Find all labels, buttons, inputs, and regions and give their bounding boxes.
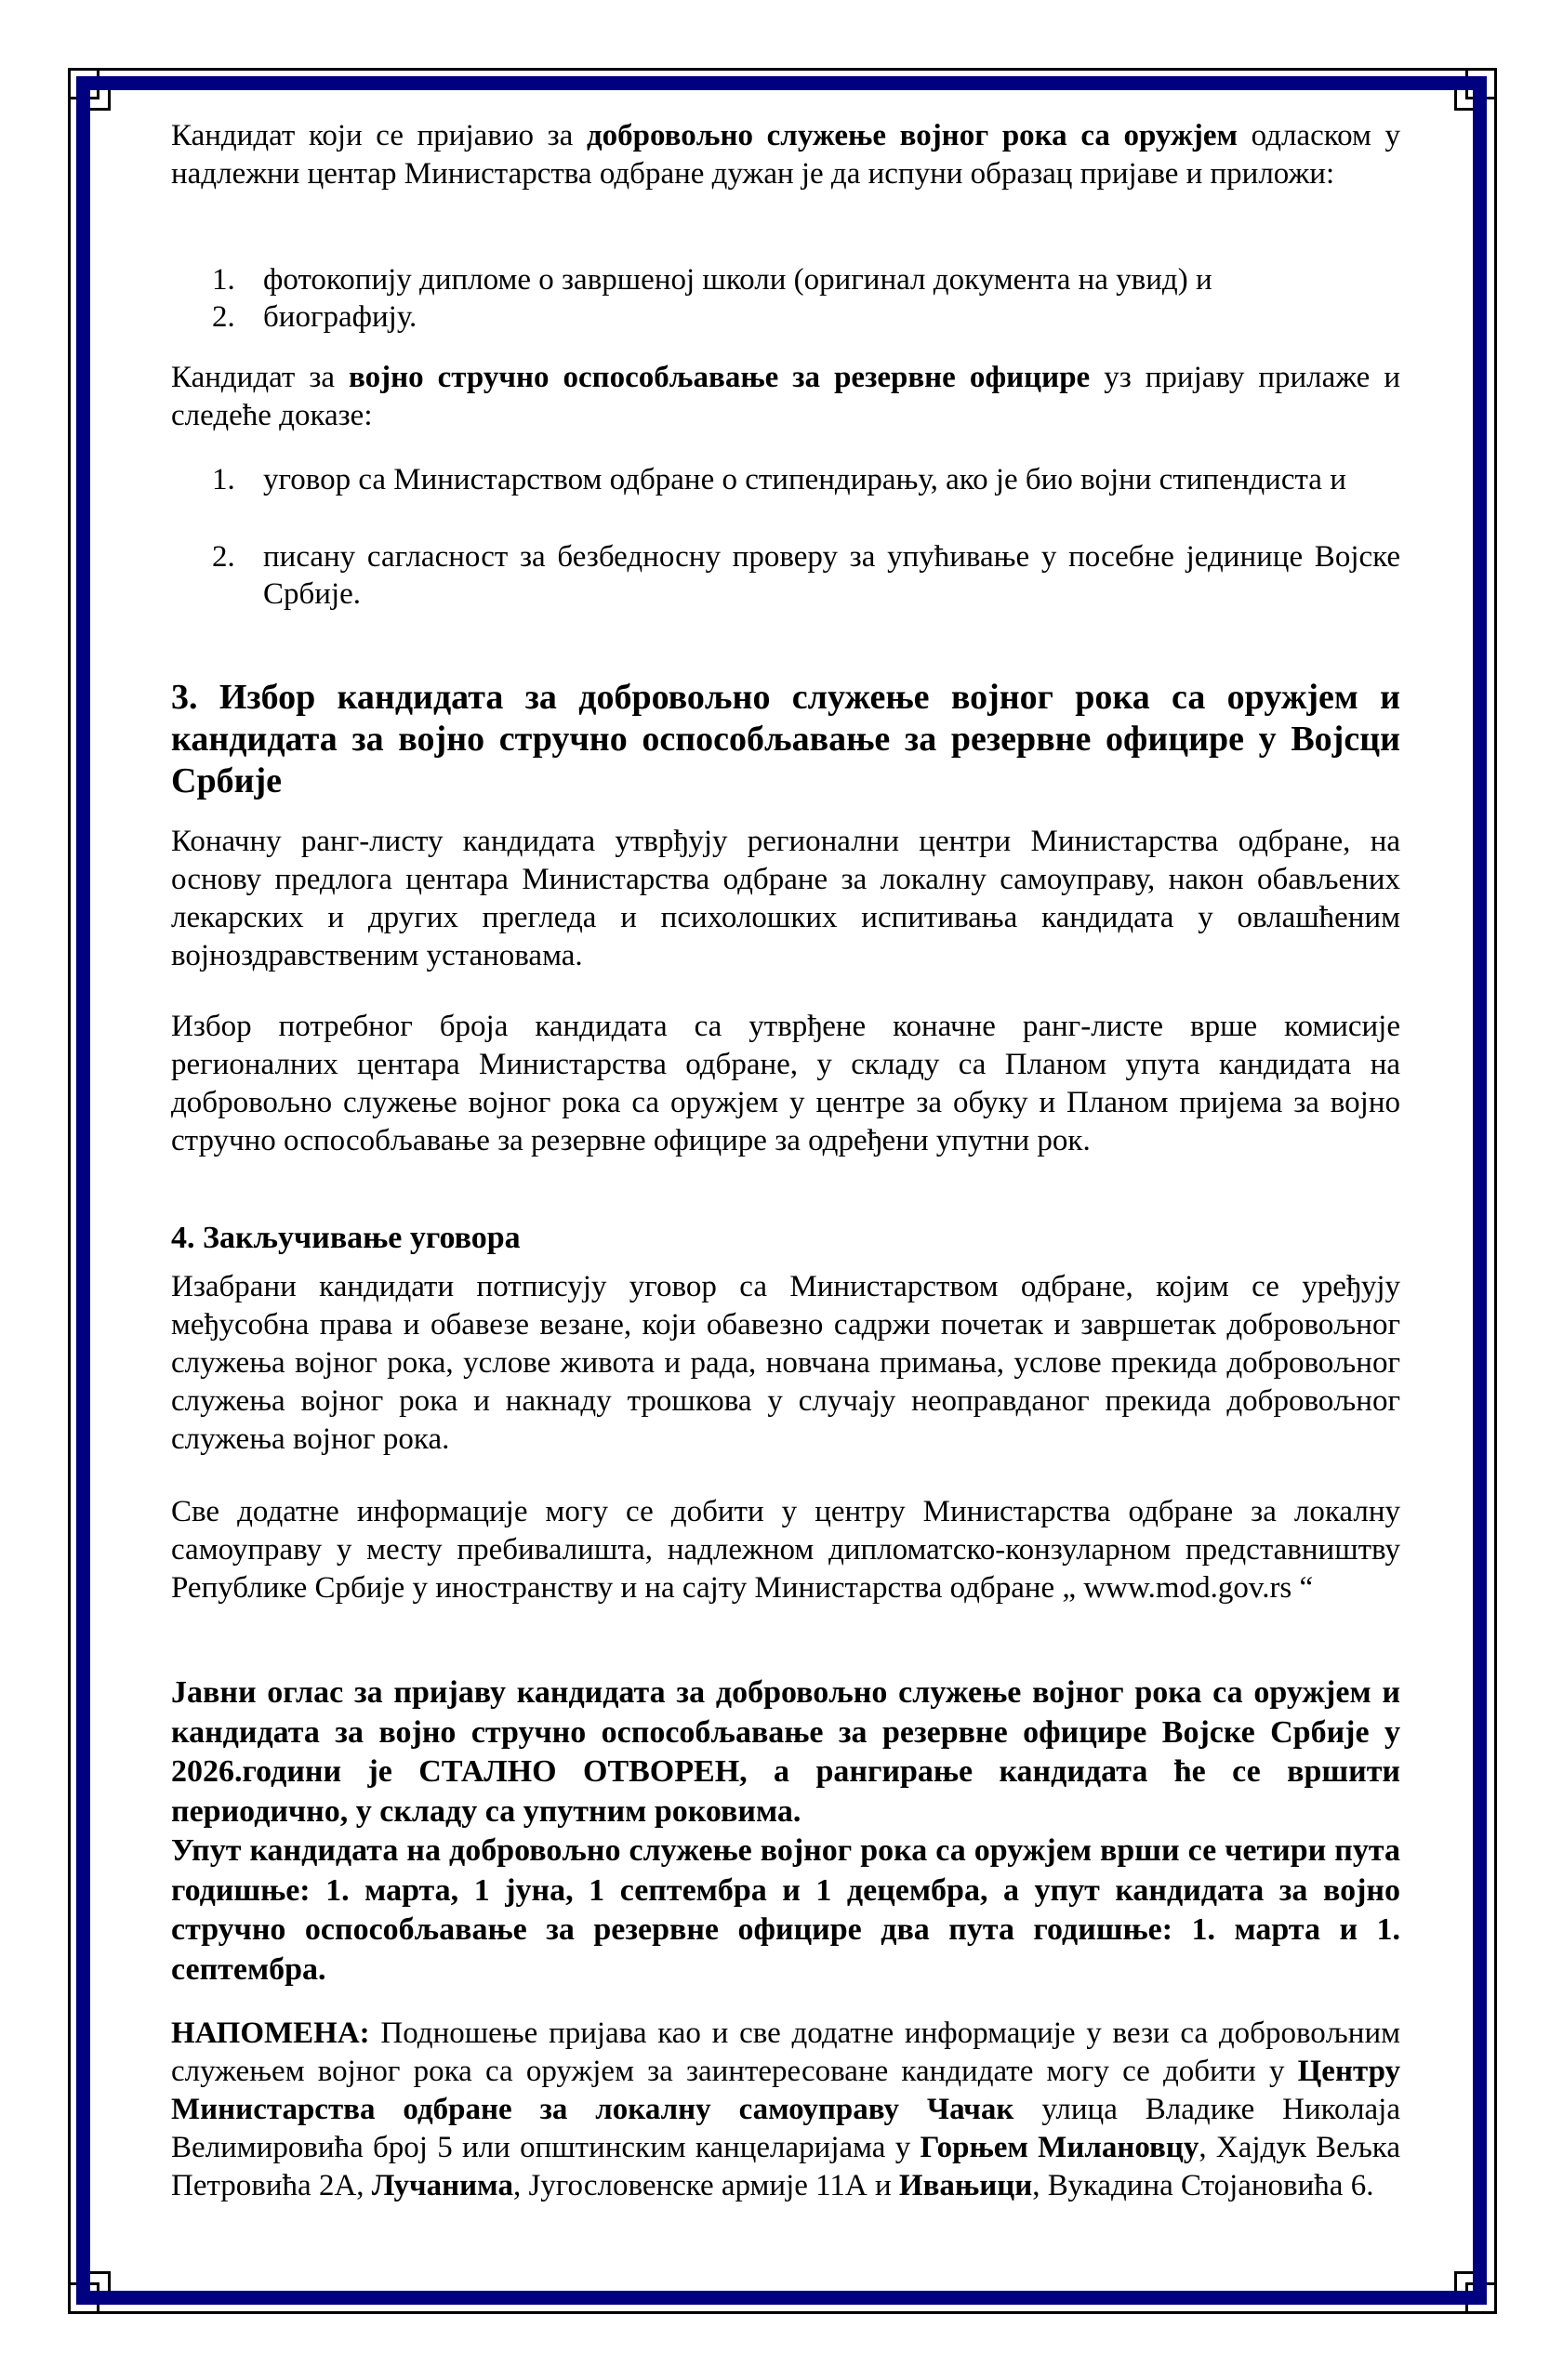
text: Кандидат који се пријавио за [171, 119, 587, 152]
section-3-paragraph-ranking: Коначну ранг-листу кандидата утврђују регионални центри Министарства одбране, на основу предлога центара Министарства одбране за локалну самоуправу, након обављених лекарских и других прегледа и психолошких испитивања кандидата у овлашћеним војноздравственим установама. [171, 825, 1400, 972]
navy-corner-fill-tl-h [76, 76, 113, 90]
website-link[interactable]: „ www.mod.gov.rs “ [1062, 1571, 1314, 1605]
navy-corner-fill-bl-h [76, 2291, 113, 2305]
list-text: уговор са Министарством одбране о стипендирању, ако је био војни стипендиста и [263, 463, 1346, 496]
list-number: 2. [212, 300, 235, 334]
list-number: 2. [212, 540, 235, 574]
text: Све додатне информације могу се добити у центру Министарства одбране за локалну самоуправу у месту пребивалишта, надлежном дипломатско-конзуларном представништву Републике Србије у иностранству и на сајту Министарства одбране [171, 1495, 1400, 1605]
text: улица Владике Николаја Велимировића број 5 или општинским канцеларијама у [171, 2093, 1401, 2164]
bold-text-reserve-officers: војно стручно оспособљавање за резервне официре [349, 361, 1091, 394]
note-label: НАПОМЕНА: [171, 2016, 370, 2050]
section-4-paragraph-information [171, 1493, 1400, 1607]
section-4-paragraph-contract: Изабрани кандидати потписују уговор са Министарством одбране, којим се уређују међусобна права и обавезе везане, који обавезно садржи почетак и завршетак добровољног служења војног рока, услове живота и рада, новчана примања, услове прекида добровољног служења војног рока и накнаду трошкова у случају неоправданог прекида добровољног служења војног рока. [171, 1270, 1400, 1456]
bold-text-voluntary-service: добровољно служење војног рока са оружјем [586, 119, 1238, 152]
text: одласком у надлежни центар Министарства одбране дужан је да испуни образац пријаве и приложи: [171, 119, 1401, 191]
bold-text-ivanjica: Ивањици [898, 2169, 1033, 2202]
text: , Хајдук Вељка Петровића 2А, [171, 2131, 1400, 2202]
section-3-paragraph-selection: Избор потребног броја кандидата са утврђене коначне ранг-листе врше комисије регионалних центара Министарства одбране, у складу са Планом упута кандидата на добровољно служење војног рока са оружјем у центре за обуку и Планом пријема за војно стручно оспособљавање за резервне официре за одређени упутни рок. [171, 1010, 1400, 1157]
announcement-referral-dates: Упут кандидата на добровољно служење војног рока са оружјем врши се четири пута годишње: 1. марта, 1 јуна, 1 септембра и 1 децембра, а упут кандидата за војно стручно оспособљавање за резервне официре два пута годишње: 1. марта и 1. септембра. [171, 1833, 1400, 1987]
list-number: 1. [212, 263, 235, 297]
list-number: 1. [212, 463, 235, 496]
navy-corner-fill-tr-h [1450, 76, 1487, 90]
bold-text-lucani: Лучанима [371, 2169, 513, 2202]
text: Кандидат за [171, 361, 350, 394]
bold-text-center-cacak: Центру Министарства одбране за локалну самоуправу Чачак [171, 2055, 1400, 2126]
text: уз пријаву прилаже и следеће доказе: [171, 361, 1400, 432]
paragraph-application-requirements [171, 117, 1400, 193]
list-text: писану сагласност за безбедносну проверу за упућивање у посебне јединице Војске Србије. [263, 540, 1400, 611]
list-text: фотокопију дипломе о завршеној школи (оригинал документа на увид) и [263, 263, 1212, 297]
bold-text-gornji-milanovac: Горњем Милановцу [920, 2131, 1199, 2164]
section-4-heading: 4. Закључивање уговора [171, 1221, 521, 1255]
announcement-open-call: Јавни оглас за пријаву кандидата за добровољно служење војног рока са оружјем и кандидата за војно стручно оспособљавање за резервне официре Војске Србије у 2026.години је СТАЛНО ОТВОРЕН, а рангирање кандидата ће се вршити периодично, у складу са упутним роковима. [171, 1675, 1400, 1829]
list-text: биографију. [263, 300, 417, 334]
section-3-heading: 3. Избор кандидата за добровољно служење војног рока са оружјем и кандидата за војно стручно оспособљавање за резервне официре у Војсци Србије [171, 678, 1400, 800]
text: , Вукадина Стојановића 6. [1032, 2169, 1374, 2202]
note-paragraph [171, 2015, 1400, 2205]
navy-corner-fill-br-h [1450, 2291, 1487, 2305]
text: , Југословенске армије 11А и [512, 2169, 899, 2202]
paragraph-reserve-officers-requirements [171, 359, 1400, 435]
text: Подношење пријава као и све додатне информације у вези са добровољним служењем војног рока са оружјем за заинтересоване кандидате могу се добити у [171, 2016, 1400, 2088]
